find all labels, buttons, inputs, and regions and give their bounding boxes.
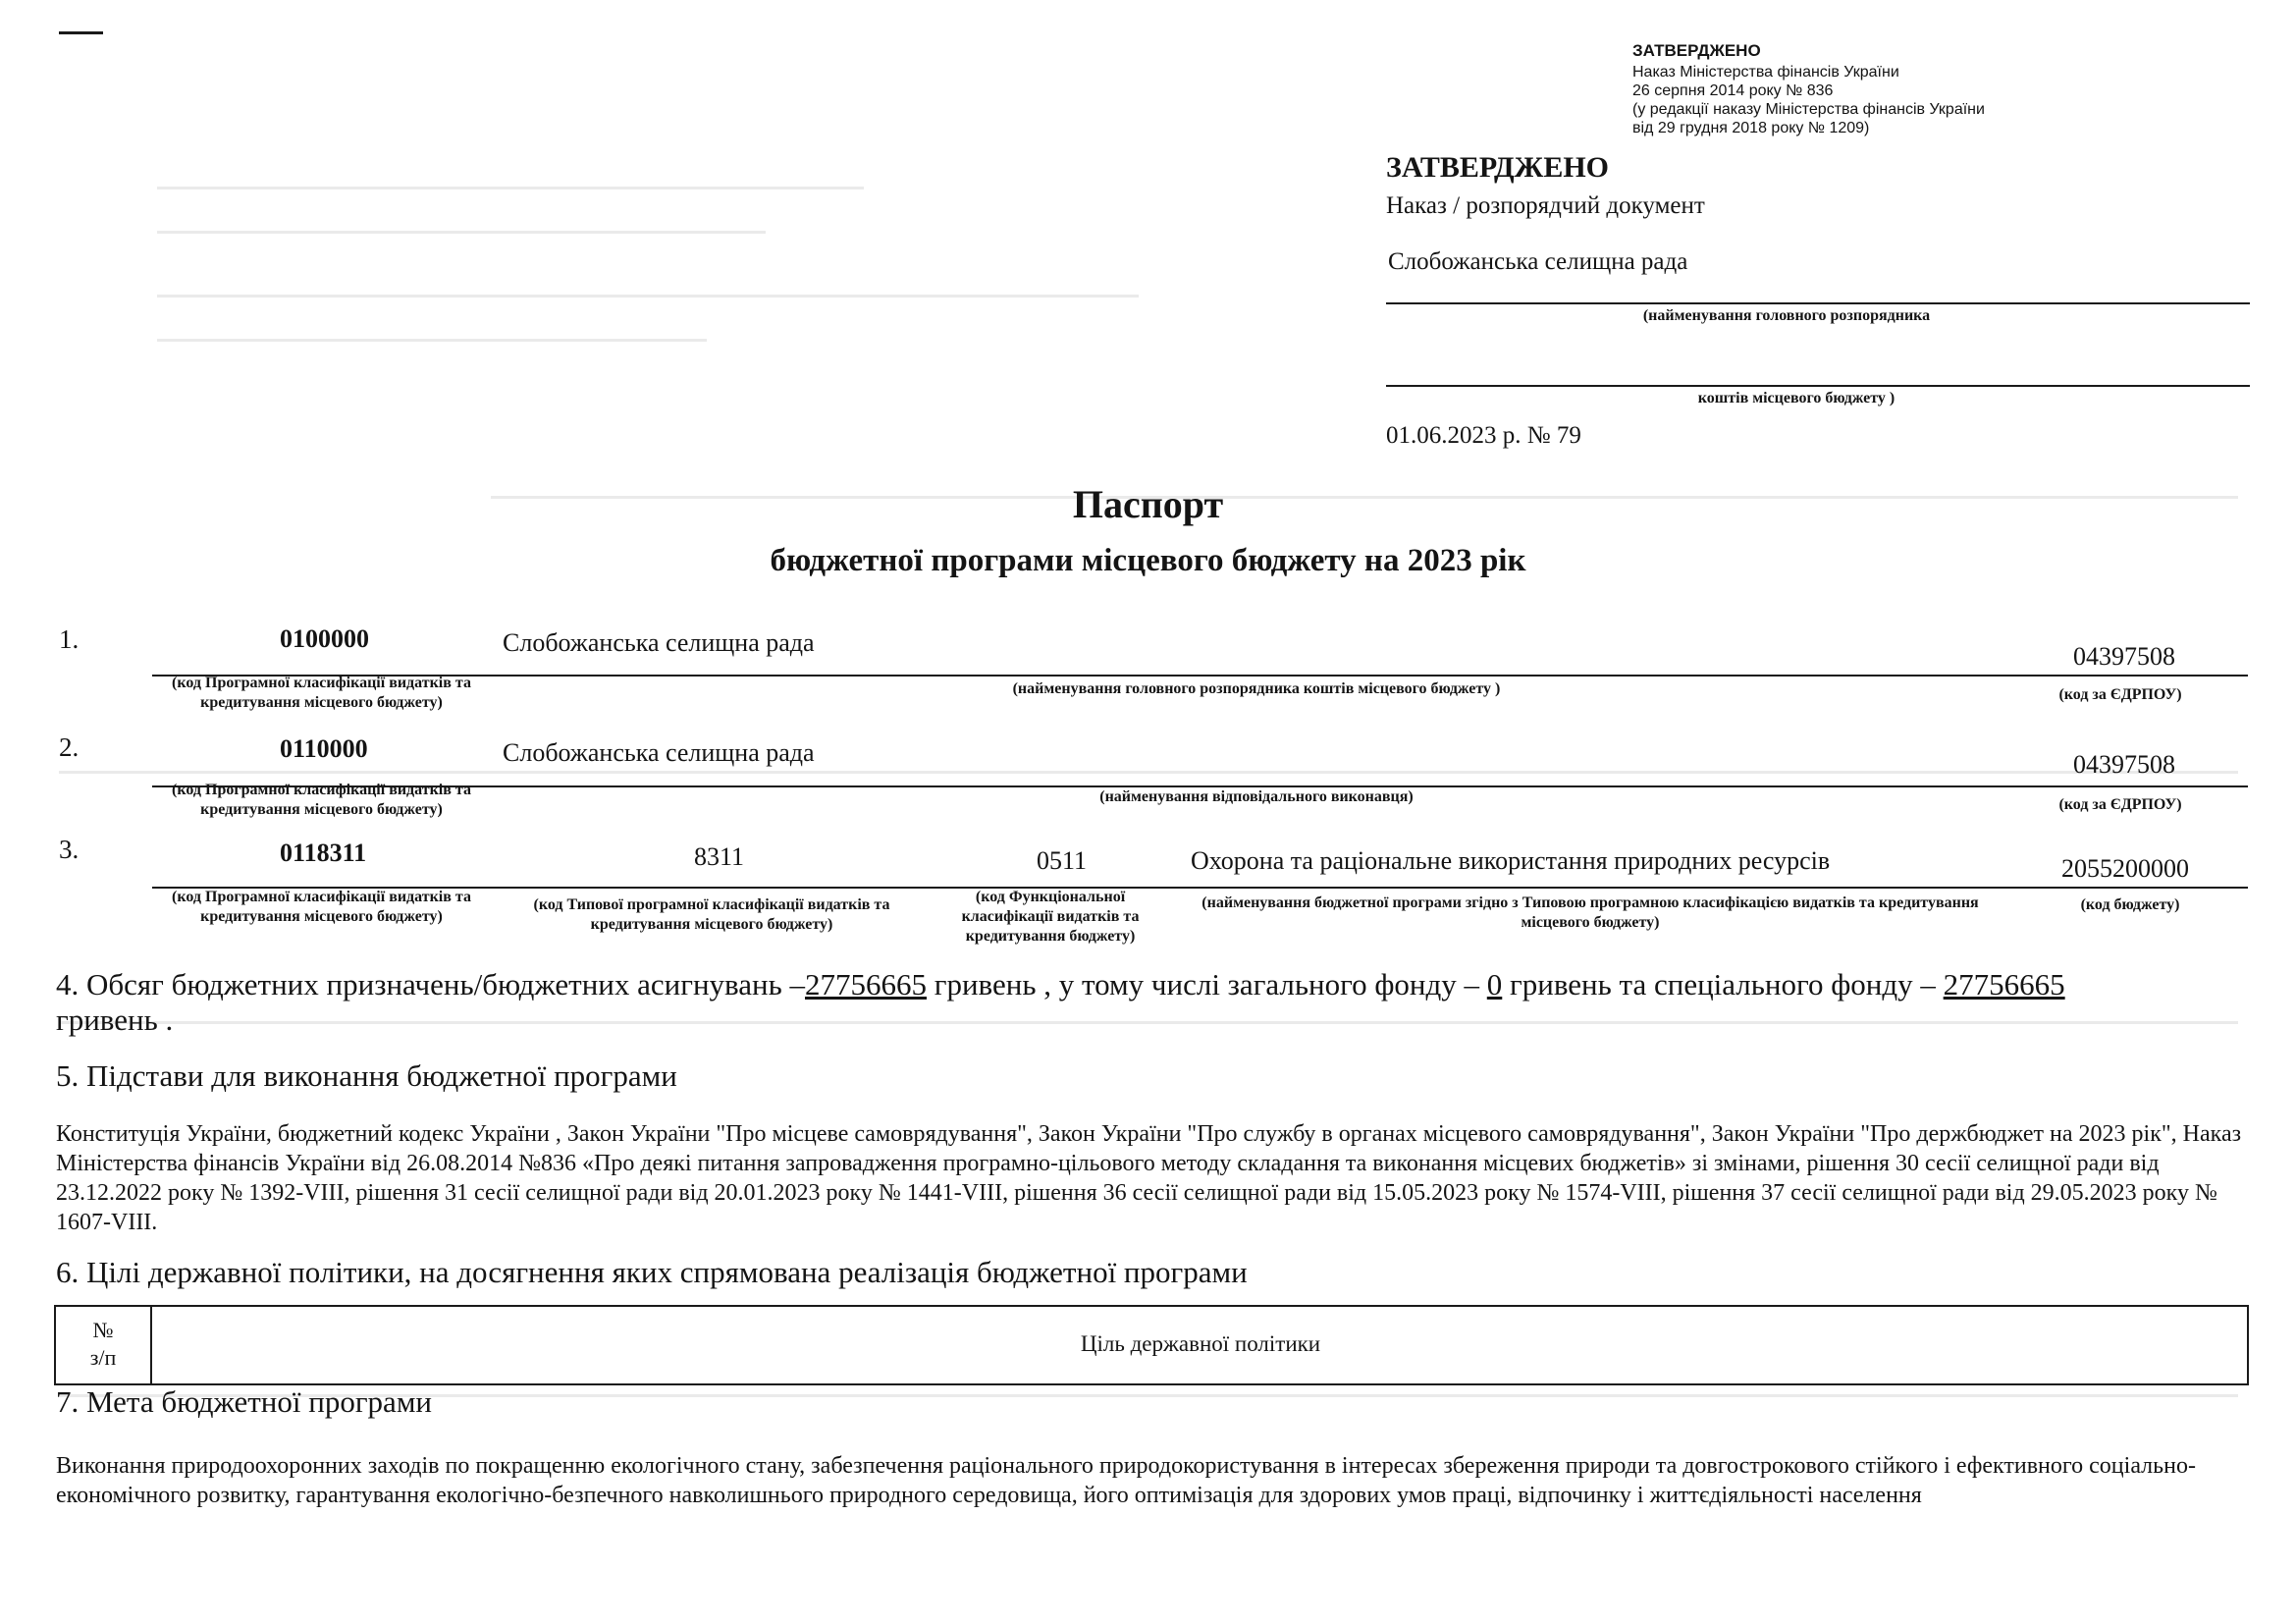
approval-doc-type: Наказ / розпорядчий документ bbox=[1386, 192, 1705, 219]
caption-name: (найменування відповідального виконавця) bbox=[1099, 788, 1414, 805]
row-name: Слобожанська селищна рада bbox=[503, 628, 815, 657]
col-header-no: № bbox=[92, 1318, 114, 1342]
program-name: Охорона та раціональне використання природних ресурсів bbox=[1191, 846, 1831, 875]
section-7-title: 7. Мета бюджетної програми bbox=[56, 1384, 433, 1419]
section-4-allocation bbox=[56, 967, 2255, 1038]
stamp-heading: ЗАТВЕРДЖЕНО bbox=[1632, 41, 1761, 60]
section-4-prefix: 4. Обсяг бюджетних призначень/бюджетних асигнувань – bbox=[56, 967, 805, 1001]
section-5-title: 5. Підстави для виконання бюджетної програми bbox=[56, 1058, 677, 1093]
approval-org-line bbox=[1386, 302, 2250, 304]
approval-caption: коштів місцевого бюджету ) bbox=[1697, 390, 1896, 406]
section-4-mid: гривень та спеціального фонду – bbox=[1502, 967, 1944, 1001]
budget-code: 2055200000 bbox=[2061, 854, 2189, 883]
caption-program: (найменування бюджетної програми згідно з Типовою програмною класифікацією видатків та кредитування місцевого бюджету) bbox=[1201, 894, 1979, 931]
program-code: 0110000 bbox=[280, 734, 368, 763]
scan-bleed-mark bbox=[157, 231, 766, 234]
approval-caption: (найменування головного розпорядника bbox=[1642, 307, 1931, 324]
caption-edrpou: (код за ЄДРПОУ) bbox=[2058, 686, 2182, 703]
document-title: Паспорт bbox=[1072, 482, 1224, 526]
caption-typical: (код Типової програмної класифікації видатків та кредитування місцевого бюджету) bbox=[533, 896, 890, 933]
section-5-text: Конституція України, бюджетний кодекс України , Закон України "Про місцеве самоврядування", Закон України "Про службу в органах місцевого самоврядування", Закон України "Про держбюджет на 2023 рік", Наказ Міністерства фінансів України від 26.08.2014 №836 «Про деякі питання запровадження програмно-цільового методу складання та виконання місцевих бюджетів» зі змінами, рішення 30 сесії селищної ради від 23.12.2022 року № 1392-VIII, рішення 31 сесії селищної ради від 20.01.2023 року № 1441-VIII, рішення 36 сесії селищної ради від 15.05.2023 року № 1574-VIII, рішення 37 сесії селищної ради від 29.05.2023 року № 1607-VIII. bbox=[56, 1121, 2242, 1235]
row-name: Слобожанська селищна рада bbox=[503, 738, 815, 767]
section-4-suffix: гривень . bbox=[56, 1002, 174, 1037]
goals-table bbox=[54, 1305, 2249, 1385]
total-amount: 27756665 bbox=[805, 967, 927, 1001]
goals-col-goal: Ціль державної політики bbox=[1080, 1331, 1321, 1356]
scan-bleed-mark bbox=[157, 339, 707, 342]
caption-budget: (код бюджету) bbox=[2080, 896, 2180, 913]
scan-bleed-mark bbox=[157, 295, 1139, 298]
caption-functional: (код Функціональної класифікації видатків та кредитування бюджету) bbox=[961, 889, 1140, 945]
edrpou-code: 04397508 bbox=[2073, 750, 2175, 779]
approval-org: Слобожанська селищна рада bbox=[1388, 248, 1688, 275]
scan-bleed-mark bbox=[59, 771, 2238, 774]
approval-second-line bbox=[1386, 385, 2250, 387]
row-index: 2. bbox=[59, 732, 80, 762]
scan-corner-mark bbox=[59, 31, 103, 34]
col-header-no: з/п bbox=[89, 1345, 117, 1370]
caption-edrpou: (код за ЄДРПОУ) bbox=[2058, 796, 2182, 813]
section-6-title: 6. Цілі державної політики, на досягнення яких спрямована реалізація бюджетної програми bbox=[56, 1255, 1248, 1289]
legal-stamp bbox=[1632, 41, 2084, 137]
row-index: 3. bbox=[59, 835, 80, 864]
caption-name: (найменування головного розпорядника коштів місцевого бюджету ) bbox=[1012, 680, 1501, 697]
scan-bleed-mark bbox=[157, 187, 864, 189]
stamp-line: від 29 грудня 2018 року № 1209) bbox=[1632, 120, 1870, 136]
caption-code: (код Програмної класифікації видатків та кредитування місцевого бюджету) bbox=[172, 675, 471, 711]
approval-date-number: 01.06.2023 р. № 79 bbox=[1386, 422, 1581, 449]
approval-heading: ЗАТВЕРДЖЕНО bbox=[1386, 151, 1609, 184]
document-subtitle: бюджетної програми місцевого бюджету на 2023 рік bbox=[770, 543, 1526, 578]
stamp-line: (у редакції наказу Міністерства фінансів України bbox=[1632, 101, 1985, 118]
section-7-text: Виконання природоохоронних заходів по покращенню екологічного стану, забезпечення раціонального природокористування в інтересах збереження природи та довгострокового стійкого і ефективного соціально-економічного розвитку, гарантування екологічно-безпечного навколишнього природного середовища, його оптимізація для здорових умов праці, відпочинку і життєдіяльності населення bbox=[56, 1453, 2196, 1508]
edrpou-code: 04397508 bbox=[2073, 642, 2175, 671]
stamp-line: 26 серпня 2014 року № 836 bbox=[1632, 82, 1834, 99]
typical-program-code: 8311 bbox=[694, 842, 745, 871]
row-index: 1. bbox=[59, 624, 80, 654]
goals-col-number bbox=[56, 1307, 152, 1383]
section-4-mid: гривень , у тому числі загального фонду – bbox=[927, 967, 1487, 1001]
caption-code: (код Програмної класифікації видатків та кредитування місцевого бюджету) bbox=[172, 782, 471, 818]
program-code: 0118311 bbox=[280, 839, 367, 867]
special-fund-amount: 27756665 bbox=[1943, 967, 2065, 1001]
caption-code: (код Програмної класифікації видатків та кредитування місцевого бюджету) bbox=[172, 889, 471, 925]
general-fund-amount: 0 bbox=[1486, 967, 1503, 1001]
functional-code: 0511 bbox=[1037, 846, 1088, 875]
program-code: 0100000 bbox=[280, 624, 369, 653]
stamp-line: Наказ Міністерства фінансів України bbox=[1632, 64, 1899, 81]
